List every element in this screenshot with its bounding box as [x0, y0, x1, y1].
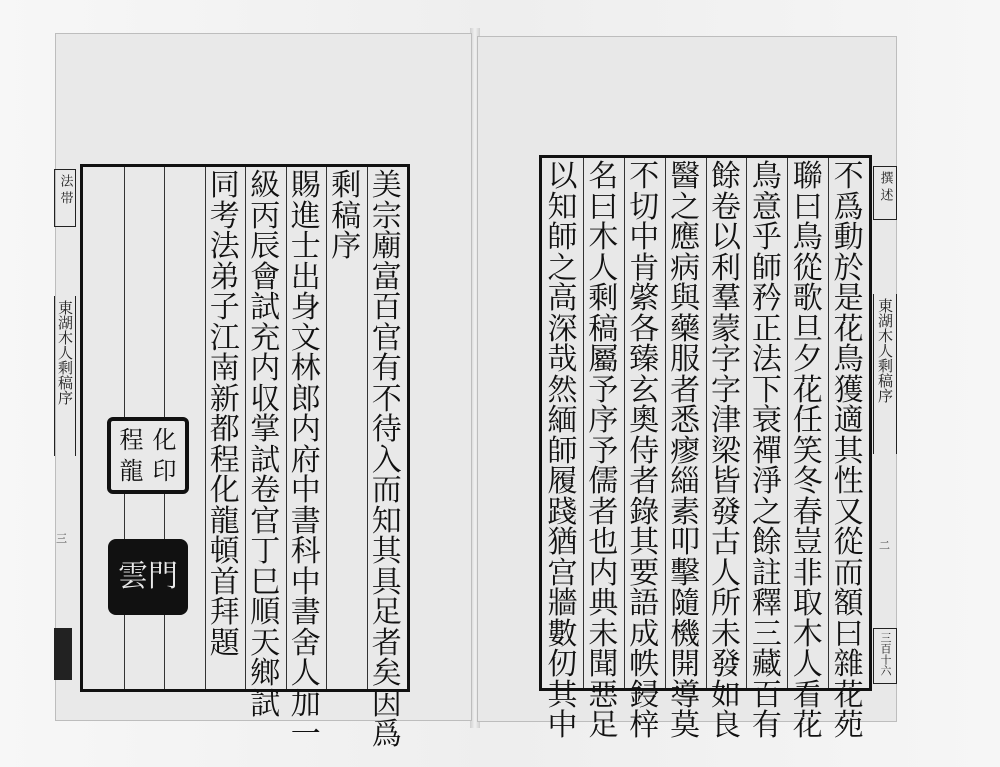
text-column [748, 159, 786, 743]
text-char: 者 [588, 494, 619, 530]
text-char: 取 [792, 586, 823, 621]
text-char: 鋟 [629, 677, 660, 713]
text-char: 利 [710, 250, 741, 286]
text-char: 舍 [290, 625, 321, 661]
text-char: 梁 [710, 433, 741, 469]
text-char: 臻 [629, 342, 660, 377]
text-char: 矣 [371, 656, 402, 691]
text-char: 者 [629, 464, 660, 499]
text-char: 宗 [371, 198, 402, 234]
text-column [707, 159, 745, 743]
text-char: 不 [833, 159, 864, 194]
text-char: 鳥 [792, 220, 823, 255]
seal-intaglio-text: 雲門 [118, 559, 178, 594]
text-char: 加 [290, 686, 321, 722]
text-char: 其 [833, 433, 864, 469]
text-char: 牆 [547, 586, 578, 621]
text-char: 内 [588, 555, 619, 591]
text-char: 爲 [833, 189, 864, 225]
text-char: 開 [670, 647, 701, 682]
text-char: 廟 [371, 229, 402, 264]
text-column [287, 168, 325, 752]
text-char: 各 [629, 311, 660, 347]
text-char: 藥 [670, 311, 701, 347]
text-char: 素 [670, 494, 701, 530]
text-char: 花 [792, 372, 823, 408]
text-char: 良 [710, 708, 741, 743]
right-side-tab-top [873, 166, 897, 220]
text-char: 機 [670, 616, 701, 652]
text-char: 人 [588, 250, 619, 286]
text-char: 掌 [250, 412, 281, 447]
text-char: 數 [547, 616, 578, 652]
right-folio-box [873, 628, 897, 684]
seal-intaglio [108, 539, 188, 615]
text-char: 之 [547, 250, 578, 286]
text-char: 仞 [547, 647, 578, 682]
text-char: 餘 [710, 159, 741, 194]
text-char: 服 [670, 342, 701, 377]
text-char: 首 [209, 564, 240, 600]
text-char: 從 [833, 525, 864, 560]
text-column [327, 168, 365, 264]
text-char: 又 [833, 494, 864, 530]
text-char: 醫 [670, 159, 701, 194]
text-char: 試 [250, 442, 281, 478]
text-column [543, 159, 581, 743]
text-char: 踐 [547, 494, 578, 530]
text-char: 足 [588, 708, 619, 743]
text-char: 奧 [629, 403, 660, 438]
text-char: 因 [371, 686, 402, 722]
text-char: 緇 [670, 464, 701, 499]
right-side-tab-title-text: 東湖木人剩稿序 [876, 298, 894, 403]
text-char: 題 [209, 625, 240, 661]
text-char: 子 [209, 290, 240, 325]
text-char: 看 [792, 677, 823, 713]
text-char: 府 [290, 442, 321, 478]
text-char: 法 [751, 342, 782, 377]
text-char: 切 [629, 189, 660, 225]
text-char: 科 [290, 534, 321, 569]
text-char: 之 [751, 494, 782, 530]
left-side-tab-title [54, 296, 76, 456]
text-char: 師 [547, 433, 578, 469]
text-char: 未 [588, 616, 619, 652]
text-char: 弟 [209, 259, 240, 295]
text-char: 拜 [209, 595, 240, 630]
text-char: 冬 [792, 464, 823, 499]
text-char: 足 [371, 595, 402, 630]
text-char: 中 [547, 708, 578, 743]
text-char: 下 [751, 372, 782, 408]
text-char: 而 [371, 473, 402, 508]
text-char: 猶 [547, 525, 578, 560]
text-char: 士 [290, 229, 321, 264]
text-char: 卷 [250, 473, 281, 508]
text-char: 典 [588, 586, 619, 621]
text-char: 富 [371, 259, 402, 295]
text-char: 禪 [751, 433, 782, 469]
text-char: 人 [290, 656, 321, 691]
text-column [206, 168, 244, 661]
text-char: 知 [371, 503, 402, 539]
text-char: 要 [629, 555, 660, 591]
text-char: 意 [751, 189, 782, 225]
text-char: 緬 [547, 403, 578, 438]
right-folio-text: 三百十六 [879, 632, 892, 676]
text-char: 鳥 [751, 159, 782, 194]
text-char: 丁 [250, 534, 281, 569]
right-text-frame [539, 155, 872, 743]
text-char: 師 [547, 220, 578, 255]
text-char: 獲 [833, 372, 864, 408]
text-char: 聞 [588, 647, 619, 682]
text-char: 花 [833, 677, 864, 713]
text-char: 花 [792, 708, 823, 743]
text-char: 語 [629, 586, 660, 621]
text-char: 導 [670, 677, 701, 713]
text-column [789, 159, 827, 743]
text-char: 屬 [588, 342, 619, 377]
text-char: 乎 [751, 220, 782, 255]
text-char: 南 [209, 351, 240, 386]
text-char: 者 [670, 372, 701, 408]
text-char: 發 [710, 647, 741, 682]
text-char: 其 [547, 677, 578, 713]
text-char: 額 [833, 586, 864, 621]
text-char: 百 [751, 677, 782, 713]
text-char: 程 [209, 442, 240, 478]
text-char: 苑 [833, 708, 864, 743]
text-char: 充 [250, 320, 281, 356]
seal-relief-char-3: 龍 [119, 456, 144, 485]
text-char: 鳥 [833, 342, 864, 377]
text-char: 順 [250, 595, 281, 630]
text-char: 稿 [331, 198, 362, 234]
left-side-tab-title-text: 東湖木人剩稿序 [56, 300, 74, 405]
right-side-tab-title [873, 294, 897, 454]
text-char: 卷 [710, 189, 741, 225]
text-char: 衰 [751, 403, 782, 438]
text-char: 剩 [588, 281, 619, 316]
text-column [625, 159, 663, 743]
text-char: 瘳 [670, 433, 701, 469]
text-char: 考 [209, 198, 240, 234]
text-char: 内 [250, 351, 281, 386]
text-char: 會 [250, 259, 281, 295]
text-char: 名 [588, 159, 619, 194]
text-char: 侍 [629, 433, 660, 469]
text-char: 適 [833, 403, 864, 438]
text-char: 新 [209, 381, 240, 417]
text-char: 隨 [670, 586, 701, 621]
text-column [584, 159, 622, 743]
text-char: 三 [751, 616, 782, 652]
text-char: 天 [250, 625, 281, 661]
text-char: 於 [833, 250, 864, 286]
seal-relief-char-4: 印 [152, 456, 177, 485]
text-char: 一 [290, 717, 321, 752]
text-char: 註 [751, 555, 782, 591]
text-column [666, 159, 704, 743]
text-char: 辰 [250, 229, 281, 264]
text-char: 梓 [629, 708, 660, 743]
text-char: 豈 [792, 525, 823, 560]
text-char: 儒 [588, 464, 619, 499]
text-char: 序 [331, 229, 362, 264]
text-char: 笑 [792, 433, 823, 469]
text-char: 巳 [250, 564, 281, 600]
text-char: 予 [588, 372, 619, 408]
text-char: 丙 [250, 198, 281, 234]
text-char: 師 [751, 250, 782, 286]
text-char: 津 [710, 403, 741, 438]
text-char: 賜 [290, 168, 321, 203]
text-char: 都 [209, 412, 240, 447]
text-char: 郎 [290, 381, 321, 417]
seal-relief [107, 417, 189, 494]
text-char: 悉 [670, 403, 701, 438]
text-char: 夕 [792, 342, 823, 377]
text-char: 歌 [792, 281, 823, 316]
text-char: 序 [588, 403, 619, 438]
text-char: 有 [371, 351, 402, 386]
text-char: 正 [751, 311, 782, 347]
text-char: 性 [833, 464, 864, 499]
left-edge-dark-mark [54, 628, 72, 680]
text-char: 履 [547, 464, 578, 499]
text-char: 書 [290, 503, 321, 539]
text-char: 帙 [629, 647, 660, 682]
text-char: 人 [710, 555, 741, 591]
right-page-number: 二 [879, 539, 890, 552]
text-char: 從 [792, 250, 823, 286]
text-char: 錄 [629, 494, 660, 530]
text-char: 官 [250, 503, 281, 539]
text-char: 龍 [209, 503, 240, 539]
text-char: 曰 [833, 616, 864, 652]
text-char: 江 [209, 320, 240, 356]
text-char: 餘 [751, 525, 782, 560]
text-char: 同 [209, 168, 240, 203]
seal-relief-char-2: 化 [152, 426, 177, 454]
text-char: 中 [290, 473, 321, 508]
text-char: 試 [250, 686, 281, 722]
text-column [246, 168, 284, 722]
right-side-tab-top-text: 撰 述 [877, 171, 893, 202]
text-char: 發 [710, 494, 741, 530]
text-char: 擊 [670, 555, 701, 591]
text-char: 是 [833, 281, 864, 316]
text-char: 叩 [670, 525, 701, 560]
text-char: 級 [250, 168, 281, 203]
text-char: 羣 [710, 281, 741, 316]
text-char: 與 [670, 281, 701, 316]
text-char: 不 [629, 159, 660, 194]
text-char: 爲 [371, 717, 402, 752]
text-char: 深 [547, 311, 578, 347]
text-char: 入 [371, 442, 402, 478]
text-char: 法 [209, 229, 240, 264]
text-char: 花 [833, 311, 864, 347]
text-char: 試 [250, 290, 281, 325]
text-char: 以 [547, 159, 578, 194]
text-char: 字 [710, 372, 741, 408]
text-char: 林 [290, 351, 321, 386]
text-char: 釋 [751, 586, 782, 621]
text-char: 字 [710, 342, 741, 377]
text-char: 中 [290, 564, 321, 600]
seal-relief-char-1: 程 [119, 426, 144, 454]
text-char: 玄 [629, 372, 660, 408]
text-char: 矜 [751, 281, 782, 316]
text-char: 木 [792, 616, 823, 652]
text-char: 曰 [792, 189, 823, 225]
text-char: 而 [833, 555, 864, 591]
left-page-number: 三 [56, 532, 67, 545]
text-char: 動 [833, 220, 864, 255]
text-char: 古 [710, 525, 741, 560]
text-char: 也 [588, 525, 619, 560]
text-column [830, 159, 868, 743]
text-char: 病 [670, 250, 701, 286]
text-char: 聯 [792, 159, 823, 194]
left-side-tab-top [54, 169, 76, 227]
text-char: 内 [290, 412, 321, 447]
text-column [368, 168, 406, 752]
text-char: 高 [547, 281, 578, 316]
text-char: 未 [710, 616, 741, 652]
text-char: 人 [792, 647, 823, 682]
text-char: 應 [670, 220, 701, 255]
text-char: 莫 [670, 708, 701, 743]
text-char: 予 [588, 433, 619, 469]
text-char: 頓 [209, 534, 240, 569]
left-side-tab-top-text: 法 帯 [57, 174, 73, 205]
text-char: 哉 [547, 342, 578, 377]
text-char: 不 [371, 381, 402, 417]
text-char: 綮 [629, 281, 660, 316]
text-char: 収 [250, 381, 281, 417]
text-char: 春 [792, 494, 823, 530]
text-char: 蒙 [710, 311, 741, 347]
text-char: 藏 [751, 647, 782, 682]
text-char: 書 [290, 595, 321, 630]
text-char: 木 [588, 220, 619, 255]
text-char: 其 [629, 525, 660, 560]
text-char: 其 [371, 534, 402, 569]
text-char: 鄉 [250, 656, 281, 691]
text-char: 惡 [588, 677, 619, 713]
text-char: 知 [547, 189, 578, 225]
text-char: 之 [670, 189, 701, 225]
text-char: 淨 [751, 464, 782, 499]
text-char: 如 [710, 677, 741, 713]
text-char: 所 [710, 586, 741, 621]
text-char: 任 [792, 403, 823, 438]
text-char: 以 [710, 220, 741, 255]
text-char: 中 [629, 220, 660, 255]
text-char: 待 [371, 412, 402, 447]
text-char: 出 [290, 259, 321, 295]
text-char: 者 [371, 625, 402, 661]
text-char: 雜 [833, 647, 864, 682]
text-char: 皆 [710, 464, 741, 499]
text-char: 宫 [547, 555, 578, 591]
text-char: 具 [371, 564, 402, 600]
text-char: 官 [371, 320, 402, 356]
text-char: 非 [792, 555, 823, 591]
text-char: 文 [290, 320, 321, 356]
text-char: 百 [371, 290, 402, 325]
text-char: 化 [209, 473, 240, 508]
text-char: 成 [629, 616, 660, 652]
text-char: 剩 [331, 168, 362, 203]
text-char: 旦 [792, 311, 823, 347]
text-char: 進 [290, 198, 321, 234]
text-char: 肯 [629, 250, 660, 286]
text-char: 有 [751, 708, 782, 743]
text-char: 美 [371, 168, 402, 203]
text-char: 然 [547, 372, 578, 408]
text-char: 曰 [588, 189, 619, 225]
text-char: 稿 [588, 311, 619, 347]
text-char: 身 [290, 290, 321, 325]
